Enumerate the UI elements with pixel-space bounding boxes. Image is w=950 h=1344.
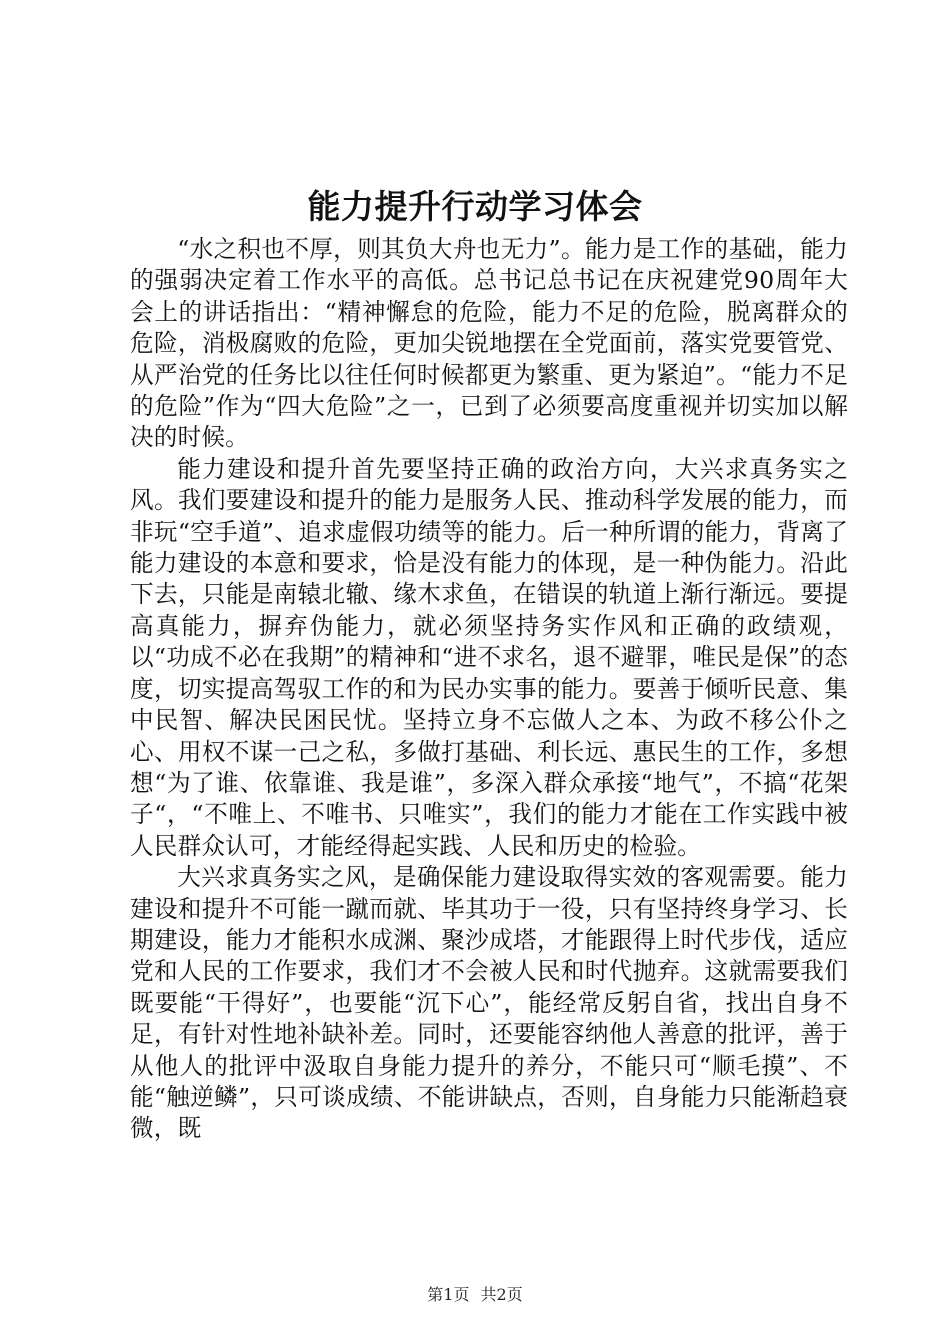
document-title: 能力提升行动学习体会 (307, 187, 643, 226)
document-body (130, 234, 848, 1145)
page-total: 共2页 (480, 1285, 523, 1304)
page-footer (0, 1285, 950, 1305)
page-number: 第1页 (427, 1285, 470, 1304)
paragraph-3: 大兴求真务实之风，是确保能力建设取得实效的客观需要。能力建设和提升不可能一蹴而就、毕其功于一役，只有坚持终身学习、长期建设，能力才能积水成渊、聚沙成塔，才能跟得上时代步伐，适应党和人民的工作要求，我们才不会被人民和时代抛弃。这就需要我们既要能“干得好”，也要能“沉下心”，能经常反躬自省，找出自身不足，有针对性地补缺补差。同时，还要能容纳他人善意的批评，善于从他人的批评中汲取自身能力提升的养分，不能只可“顺毛摸”、不能“触逆鳞”，只可谈成绩、不能讲缺点，否则，自身能力只能渐趋衰微，既 (130, 863, 848, 1143)
paragraph-1: “水之积也不厚，则其负大舟也无力”。能力是工作的基础，能力的强弱决定着工作水平的高低。总书记总书记在庆祝建党90周年大会上的讲话指出：“精神懈怠的危险，能力不足的危险，脱离群众的危险，消极腐败的危险，更加尖锐地摆在全党面前，落实党要管党、从严治党的任务比以往任何时候都更为繁重、更为紧迫”。“能力不足的危险”作为“四大危险”之一，已到了必须要高度重视并切实加以解决的时候。 (130, 235, 848, 452)
paragraph-2: 能力建设和提升首先要坚持正确的政治方向，大兴求真务实之风。我们要建设和提升的能力是服务人民、推动科学发展的能力，而非玩“空手道”、追求虚假功绩等的能力。后一种所谓的能力，背离了能力建设的本意和要求，恰是没有能力的体现，是一种伪能力。沿此下去，只能是南辕北辙、缘木求鱼，在错误的轨道上渐行渐远。要提高真能力，摒弃伪能力，就必须坚持务实作风和正确的政绩观，以“功成不必在我期”的精神和“进不求名，退不避罪，唯民是保”的态度，切实提高驾驭工作的和为民办实事的能力。要善于倾听民意、集中民智、解决民困民忧。坚持立身不忘做人之本、为政不移公仆之心、用权不谋一己之私，多做打基础、利长远、惠民生的工作，多想想“为了谁、依靠谁、我是谁”，多深入群众承接“地气”，不搞“花架子“，“不唯上、不唯书、只唯实”，我们的能力才能在工作实践中被人民群众认可，才能经得起实践、人民和历史的检验。 (130, 454, 848, 860)
